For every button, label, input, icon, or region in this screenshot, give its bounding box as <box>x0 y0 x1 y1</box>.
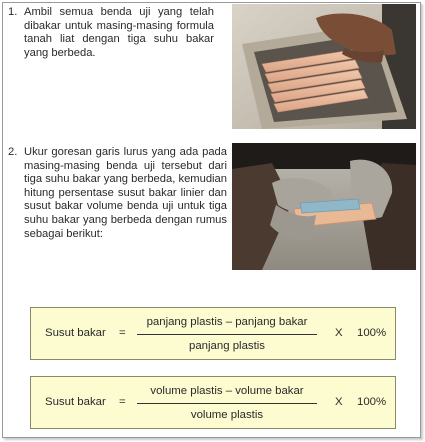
step-text: Ukur goresan garis lurus yang ada pada masing-masing benda uji tersebut dari tiga suhu bakar yang berbeda, kemudian hitung persentase susut bakar linier dan susut bakar volume benda uji untuk tiga suhu bakar yang berbeda dengan rumus sebagai berikut: <box>24 146 227 240</box>
denominator: volume plastis <box>190 409 264 421</box>
fraction <box>133 380 321 426</box>
step-1 <box>8 6 218 66</box>
step-2 <box>8 146 230 276</box>
equals-sign: = <box>119 396 126 408</box>
step-text: Ambil semua benda uji yang telah dibakar untuk masing-masing formula tanah liat dengan tiga suhu bakar yang berbeda. <box>24 6 214 59</box>
photo-measuring-test-piece <box>232 143 416 270</box>
photo-test-pieces-in-box <box>232 4 416 129</box>
numerator: volume plastis – volume bakar <box>150 385 304 397</box>
fraction-bar <box>137 334 317 335</box>
times-sign: X <box>335 396 343 408</box>
formula-lhs: Susut bakar <box>45 327 106 339</box>
numerator: panjang plastis – panjang bakar <box>146 316 308 328</box>
fraction-bar <box>137 403 317 404</box>
formula-linear-shrinkage <box>30 307 396 360</box>
formula-volume-shrinkage <box>30 376 396 429</box>
formula-lhs: Susut bakar <box>45 396 106 408</box>
percent-value: 100% <box>357 396 387 408</box>
photo-test-pieces-illustration <box>232 4 416 129</box>
fraction <box>133 311 321 357</box>
equals-sign: = <box>119 327 126 339</box>
times-sign: X <box>335 327 343 339</box>
step-number: 1. <box>8 6 18 18</box>
percent-value: 100% <box>357 327 387 339</box>
step-number: 2. <box>8 146 18 158</box>
denominator: panjang plastis <box>189 340 265 352</box>
photo-measuring-illustration <box>232 143 416 270</box>
